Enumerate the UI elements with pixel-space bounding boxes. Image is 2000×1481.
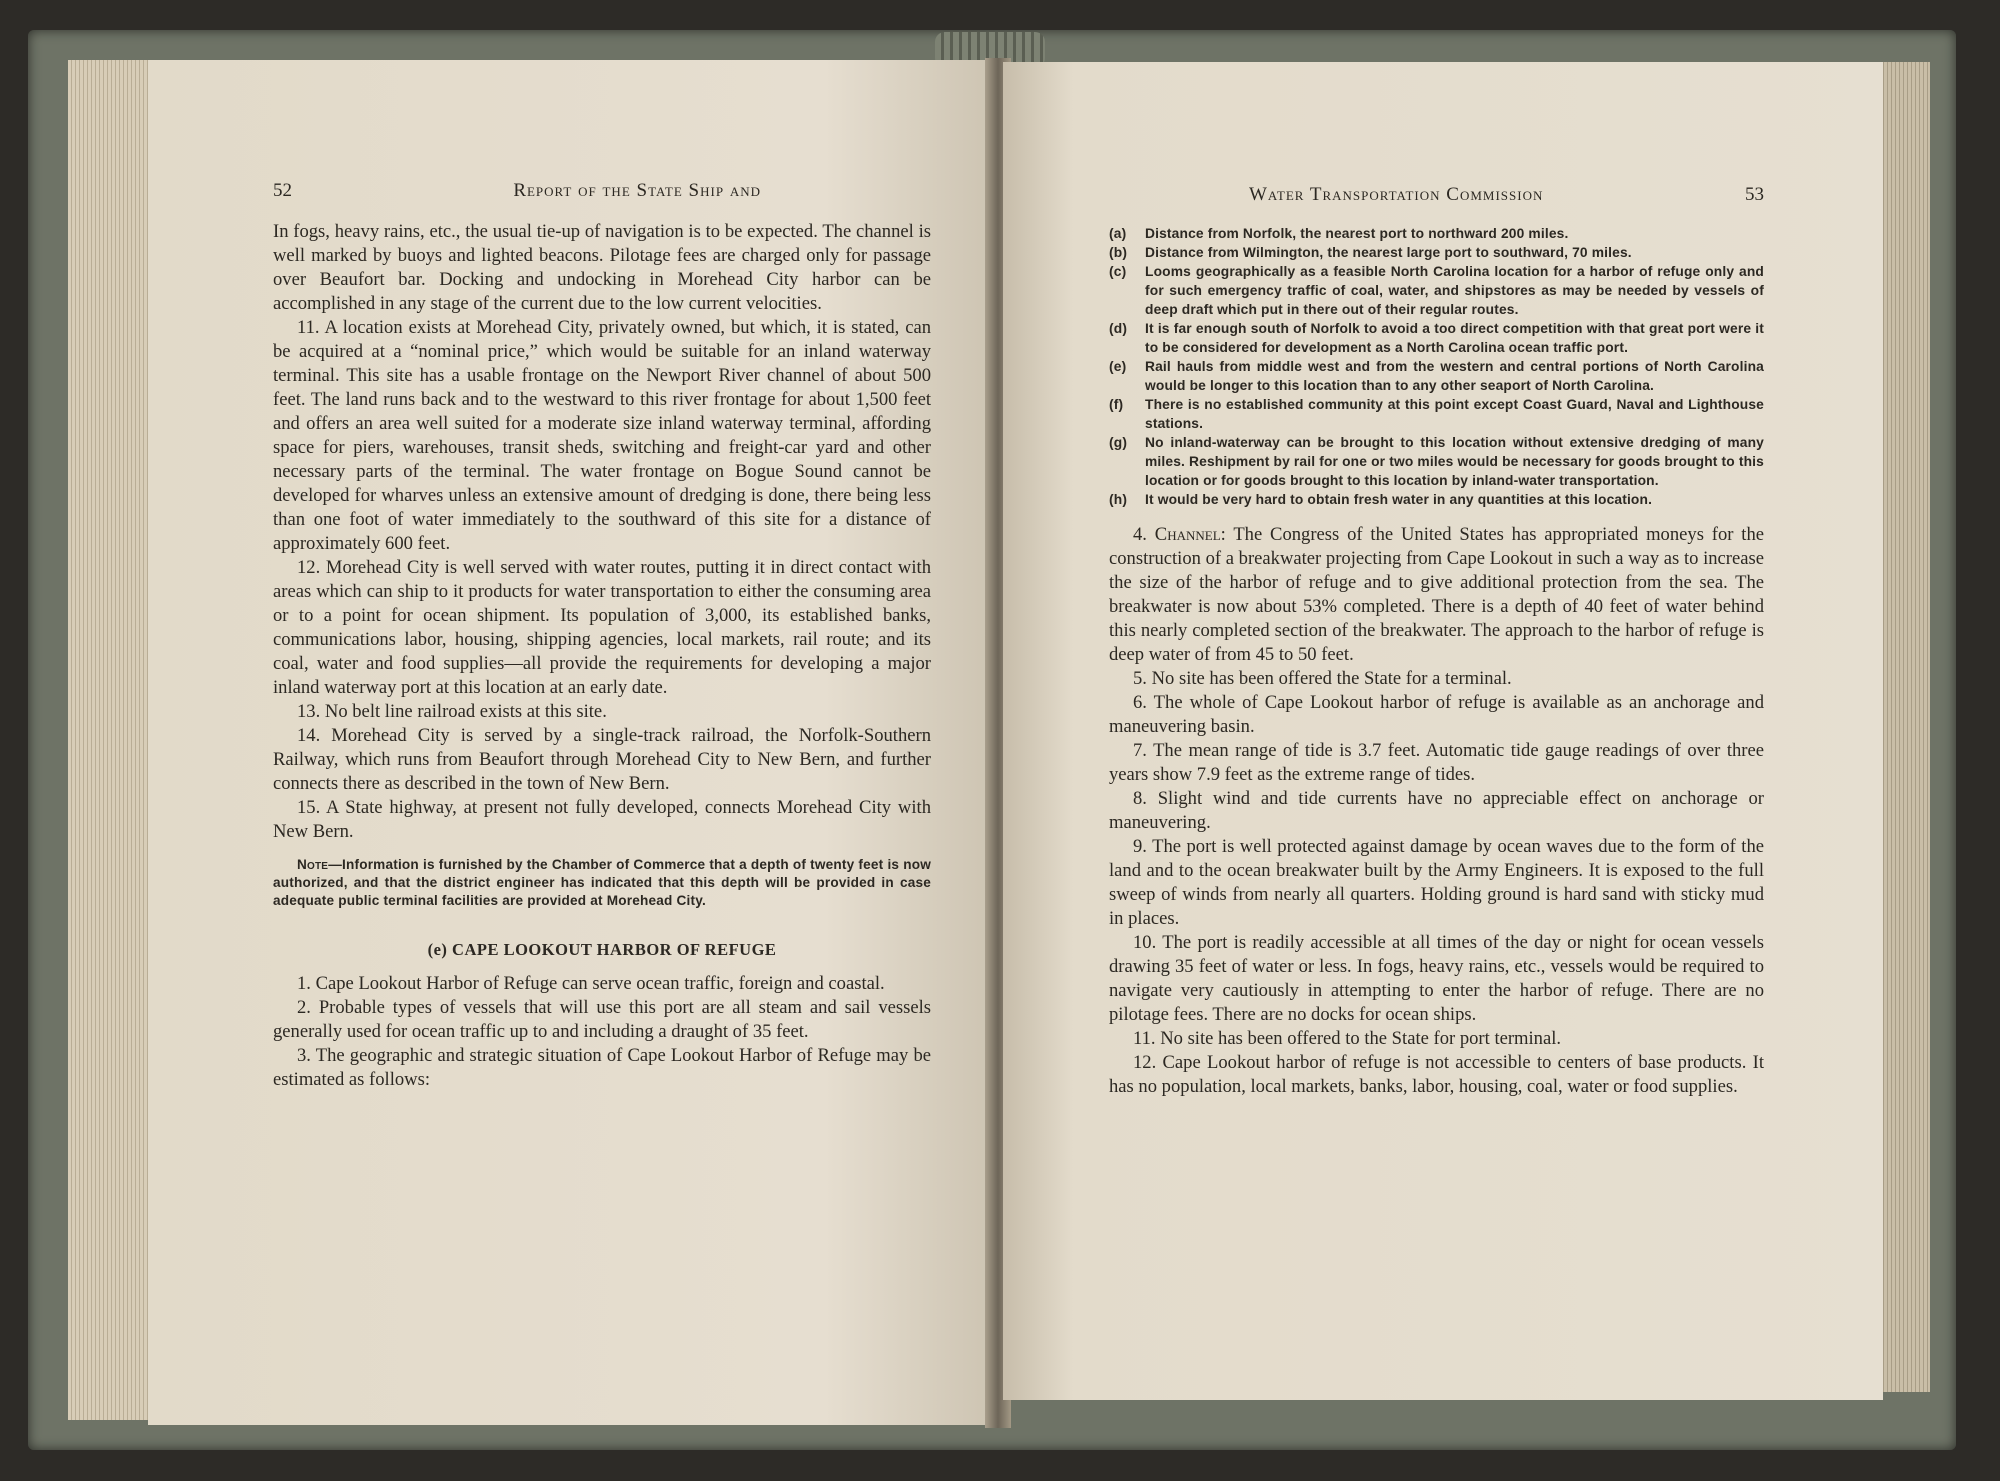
left-page-content — [273, 180, 931, 1092]
list-item-text: Looms geographically as a feasible North Carolina location for a harbor of refuge only and for such emergency traffic of coal, water, and shipstores as may be needed by vessels of deep draft which put in there out of their regular routes. — [1145, 264, 1764, 317]
paragraph: 7. The mean range of tide is 3.7 feet. Automatic tide gauge readings of over three years show 7.9 feet as the extreme range of tides. — [1109, 740, 1764, 785]
channel-paragraph — [1109, 523, 1764, 667]
list-item-text: Rail hauls from middle west and from the western and central portions of North Carolina would be longer to this location than to any other seaport of North Carolina. — [1145, 359, 1764, 393]
list-item — [1109, 262, 1764, 319]
paragraph: 14. Morehead City is served by a single-track railroad, the Norfolk-Southern Railway, which runs from Beaufort through Morehead City to New Bern, and further connects there as described in the town of New Bern. — [273, 725, 931, 794]
list-item — [1109, 319, 1764, 357]
section-label: (e) — [427, 940, 448, 959]
list-item — [1109, 243, 1764, 262]
right-page — [1003, 62, 1883, 1400]
paragraph: 6. The whole of Cape Lookout harbor of refuge is available as an anchorage and maneuvering basin. — [1109, 692, 1764, 737]
list-item-label: (g) — [1109, 435, 1128, 450]
list-item-label: (a) — [1109, 226, 1127, 241]
list-item-label: (f) — [1109, 397, 1124, 412]
paragraph: 1. Cape Lookout Harbor of Refuge can serve ocean traffic, foreign and coastal. — [297, 973, 885, 994]
page-number-left: 52 — [273, 180, 292, 201]
page-edges-left — [68, 60, 158, 1420]
running-head-title-left: Report of the State Ship and — [513, 180, 761, 201]
paragraph: 3. The geographic and strategic situation of Cape Lookout Harbor of Refuge may be estimated as follows: — [273, 1045, 931, 1090]
paragraph: 13. No belt line railroad exists at this site. — [297, 701, 607, 722]
paragraph: 5. No site has been offered the State for a terminal. — [1133, 668, 1512, 689]
paragraph: 12. Morehead City is well served with water routes, putting it in direct contact with areas which can ship to it products for water transportation to either the consuming area or to a point for ocean shipment. Its population of 3,000, its established banks, communications labor, housing, shipping agencies, local markets, rail route; and its coal, water and food supplies—all provide the requirements for developing a major inland waterway port at this location at an early date. — [273, 557, 931, 698]
right-page-content — [1109, 184, 1764, 1099]
channel-text: The Congress of the United States has appropriated moneys for the construction of a breakwater projecting from Cape Lookout in such a way as to increase the size of the harbor of refuge and to give additional protection from the sea. The breakwater is now about 53% completed. There is a depth of 40 feet of water behind this nearly completed section of the breakwater. The approach to the harbor of refuge is deep water of from 45 to 50 feet. — [1109, 524, 1764, 665]
section-title: CAPE LOOKOUT HARBOR OF REFUGE — [452, 940, 777, 959]
list-item-text: It would be very hard to obtain fresh water in any quantities at this location. — [1145, 492, 1653, 507]
list-item-text: There is no established community at this point except Coast Guard, Naval and Lighthouse stations. — [1145, 397, 1764, 431]
paragraph: 11. A location exists at Morehead City, privately owned, but which, it is stated, can be acquired at a “nominal price,” which would be suitable for an inland waterway terminal. This site has a usable frontage on the Newport River channel of about 500 feet. The land runs back and to the westward to this river frontage for about 1,500 feet and offers an area well suited for a moderate size inland waterway terminal, affording space for piers, warehouses, transit sheds, switching and freight-car yard and other necessary parts of the terminal. The water frontage on Bogue Sound cannot be developed for wharves unless an extensive amount of dredging is done, there being less than one foot of water immediately to the southward of this site for a distance of approximately 600 feet. — [273, 317, 931, 554]
list-item-text: Distance from Wilmington, the nearest large port to southward, 70 miles. — [1145, 245, 1632, 260]
left-page — [148, 60, 993, 1425]
paragraph: 2. Probable types of vessels that will use this port are all steam and sail vessels generally used for ocean traffic up to and including a draught of 35 feet. — [273, 997, 931, 1042]
list-item-label: (h) — [1109, 492, 1128, 507]
list-item — [1109, 433, 1764, 490]
list-item — [1109, 395, 1764, 433]
paragraph: In fogs, heavy rains, etc., the usual tie-up of navigation is to be expected. The channel is well marked by buoys and lighted beacons. Pilotage fees are charged only for passage over Beaufort bar. Docking and undocking in Morehead City harbor can be accomplished in any stage of the current due to the low current velocities. — [273, 221, 931, 314]
section-heading — [273, 940, 931, 960]
paragraph: 11. No site has been offered to the State for port terminal. — [1133, 1028, 1562, 1049]
list-item — [1109, 357, 1764, 395]
list-item-text: No inland-waterway can be brought to this location without extensive dredging of many miles. Reshipment by rail for one or two miles would be necessary for goods brought to this location or for goods brought to this location by inland-water transportation. — [1145, 435, 1764, 488]
note — [273, 856, 931, 910]
page-number-right: 53 — [1745, 184, 1764, 205]
right-running-head — [1109, 184, 1764, 206]
list-item-text: It is far enough south of Norfolk to avoid a too direct competition with that great port were it to be considered for development as a North Carolina ocean traffic port. — [1145, 321, 1764, 355]
list-item-label: (c) — [1109, 264, 1127, 279]
list-item-label: (e) — [1109, 359, 1127, 374]
situation-list — [1109, 224, 1764, 509]
page-edges-right — [1880, 62, 1930, 1392]
paragraph: 15. A State highway, at present not fully developed, connects Morehead City with New Bern. — [273, 797, 931, 842]
left-running-head — [273, 180, 931, 202]
list-item — [1109, 224, 1764, 243]
list-item-label: (b) — [1109, 245, 1128, 260]
paragraph: 9. The port is well protected against damage by ocean waves due to the form of the land and to the ocean breakwater built by the Army Engineers. It is exposed to the full sweep of winds from nearly all quarters. Holding ground is hard sand with sticky mud in places. — [1109, 836, 1764, 929]
note-label: Note — [297, 857, 329, 872]
list-item — [1109, 490, 1764, 509]
paragraph: 12. Cape Lookout harbor of refuge is not accessible to centers of base products. It has no population, local markets, banks, labor, housing, coal, water or food supplies. — [1109, 1052, 1764, 1097]
channel-prefix: 4. — [1133, 524, 1147, 545]
channel-label: Channel: — [1154, 524, 1226, 545]
paragraph: 10. The port is readily accessible at all times of the day or night for ocean vessels drawing 35 feet of water or less. In fogs, heavy rains, etc., vessels would be required to navigate very cautiously in attempting to enter the harbor of refuge. There are no pilotage fees. There are no docks for ocean ships. — [1109, 932, 1764, 1025]
running-head-title-right: Water Transportation Commission — [1249, 184, 1544, 205]
paragraph: 8. Slight wind and tide currents have no appreciable effect on anchorage or maneuvering. — [1109, 788, 1764, 833]
list-item-label: (d) — [1109, 321, 1128, 336]
list-item-text: Distance from Norfolk, the nearest port to northward 200 miles. — [1145, 226, 1569, 241]
note-text: —Information is furnished by the Chamber of Commerce that a depth of twenty feet is now authorized, and that the district engineer has indicated that this depth will be provided in case adequate public terminal facilities are provided at Morehead City. — [273, 857, 931, 908]
